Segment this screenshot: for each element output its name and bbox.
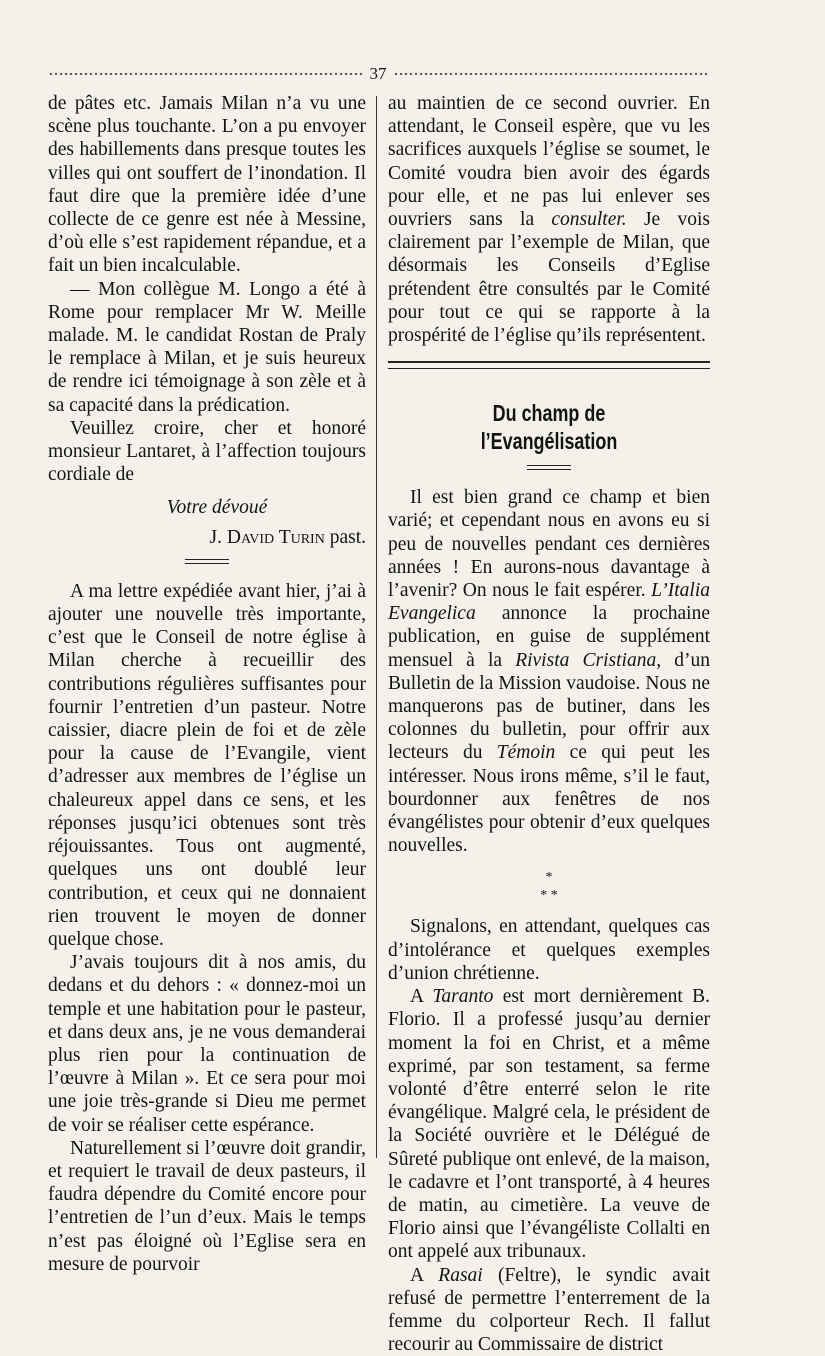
signature-initials: J. David [209,526,279,548]
asterism-bottom: * * [540,888,558,904]
text-run: A [410,1264,439,1286]
emphasis: L’Italia Evangelica [388,580,710,625]
paragraph: — Mon collègue M. Longo a été à Rome pour remplacer Mr W. Meille malade. M. le candidat Rostan de Praly le remplace à Milan, et je suis heureux de rendre ici témoignage à son zèle et à sa capacité dans la prédication. [48,278,366,416]
header-ornament-left [48,71,364,77]
text-run: au maintien de ce second ouvrier. En attendant, le Conseil espère, que vu les sacrifices auxquels l’église se soumet, le Comité voudra bien avoir des égards pour elle, et ne pas lui enlever ses ouvriers sans la [388,93,710,231]
text-run: ce qui peut les intéresser. Nous irons même, s’il le faut, bourdonner aux fenêtres de nos évangélistes pour obtenir d’eux quelques nouvelles. [388,742,710,857]
emphasis: Témoin [496,742,556,764]
title-underline [527,465,571,470]
asterism-top: * [545,870,553,886]
signature-closing: Votre dévoué [166,497,268,519]
emphasis: consulter. [551,209,627,231]
paragraph: Naturellement si l’œuvre doit grandir, et requiert le travail de deux pasteurs, il faudra dépendre du Comité encore pour l’entretien de l’un d’eux. Mais le temps n’est pas éloigné où l’Eglise sera en mesure de pourvoir [48,1137,366,1275]
section-rule [388,361,710,369]
page-header [48,62,708,86]
emphasis: Rasai [438,1264,483,1286]
text-run: Je vois clairement par l’exemple de Milan, que désormais les Conseils d’Eglise prétendent être consultés par le Comité pour tout ce qui se rapporte à la prospérité de l’église qu’ils représentent. [388,209,710,347]
column-divider [376,96,377,1158]
emphasis: Rivista Cristiana, [515,649,662,671]
text-run: est mort dernièrement B. Florio. Il a professé jusqu’au dernier moment la foi en Christ, et a même exprimé, par son testament, sa ferme volonté d’être enterré selon le rite évangélique. Malgré cela, le président de la Société ouvrière et le Délégué de Sûreté publique ont enlevé, de la maison, le cadavre et l’ont transporté, à 4 heures de matin, au cimetière. La veuve de Florio ainsi que l’évangéliste Collalti en ont appelé aux tribunaux. [388,986,711,1263]
signature-name [48,526,366,549]
text-run: Il est bien grand ce champ et bien varié; et cependant nous en avons eu si peu de nouvelles pendant ces dernières années ! En aurons-nous davantage à l’avenir? On nous le fait espérer. [388,487,710,602]
right-column [388,92,710,1356]
emphasis: Taranto [432,986,494,1008]
section-title: Du champ de l’Evangélisation [480,400,618,455]
paragraph [388,92,710,347]
text-run: (Feltre), le syndic avait refusé de permettre l’enterrement de la femme du colporteur Rech. Il fallut recourir au Commissaire de district [388,1264,710,1356]
paragraph: Signalons, en attendant, quelques cas d’intolérance et quelques exemples d’union chrétienne. [388,916,710,984]
header-ornament-right [393,71,709,77]
page-number: 37 [369,64,387,83]
left-column [48,92,366,1276]
paragraph: J’avais toujours dit à nos amis, du dedans et du dehors : « donnez-moi un temple et une habitation pour le pasteur, et dans deux ans, je ne vous demanderai plus rien pour la continuation de l’œuvre à Milan ». Et ce sera pour moi une joie très-grande si Dieu me permet de voir se réaliser cette espérance. [48,952,366,1136]
paragraph [388,486,710,857]
paragraph [388,985,710,1263]
signature-surname: Turin [278,526,325,548]
paragraph: de pâtes etc. Jamais Milan n’a vu une scène plus touchante. L’on a pu envoyer des habillements dans presque toutes les villes qui ont souffert de l’inondation. Il faut dire que la première idée d’une collecte de ce genre est née à Messine, d’où elle s’est rapidement répandue, et a fait un bien incalculable. [48,93,366,277]
text-run: annonce la prochaine publication, en guise de supplément mensuel à la [388,603,710,671]
text-run: d’un Bulletin de la Mission vaudoise. Nous ne manquerons pas de butiner, dans les colonnes du bulletin, pour offrir aux lecteurs du [388,649,710,764]
separator-rule [185,559,229,564]
paragraph: Veuillez croire, cher et honoré monsieur Lantaret, à l’affection toujours cordiale de [48,417,366,486]
text-run: A [410,986,433,1008]
paragraph [388,1264,710,1356]
paragraph: A ma lettre expédiée avant hier, j’ai à ajouter une nouvelle très importante, c’est que le Conseil de notre église à Milan cherche à recueillir des contributions régulières suffisantes pour fournir l’entretien d’un pasteur. Notre caissier, diacre plein de foi et de zèle pour la cause de l’Evangile, vient d’adresser aux membres de l’église un chaleureux appel dans ce sens, et les réponses jusqu’ici obtenues sont très réjouissantes. Tous ont augmenté, quelques uns ont doublé leur contribution, et ceux qui ne donnaient rien trouvent le moyen de donner quelque chose. [48,580,366,950]
signature-title: past. [324,526,366,548]
asterism [388,869,710,905]
